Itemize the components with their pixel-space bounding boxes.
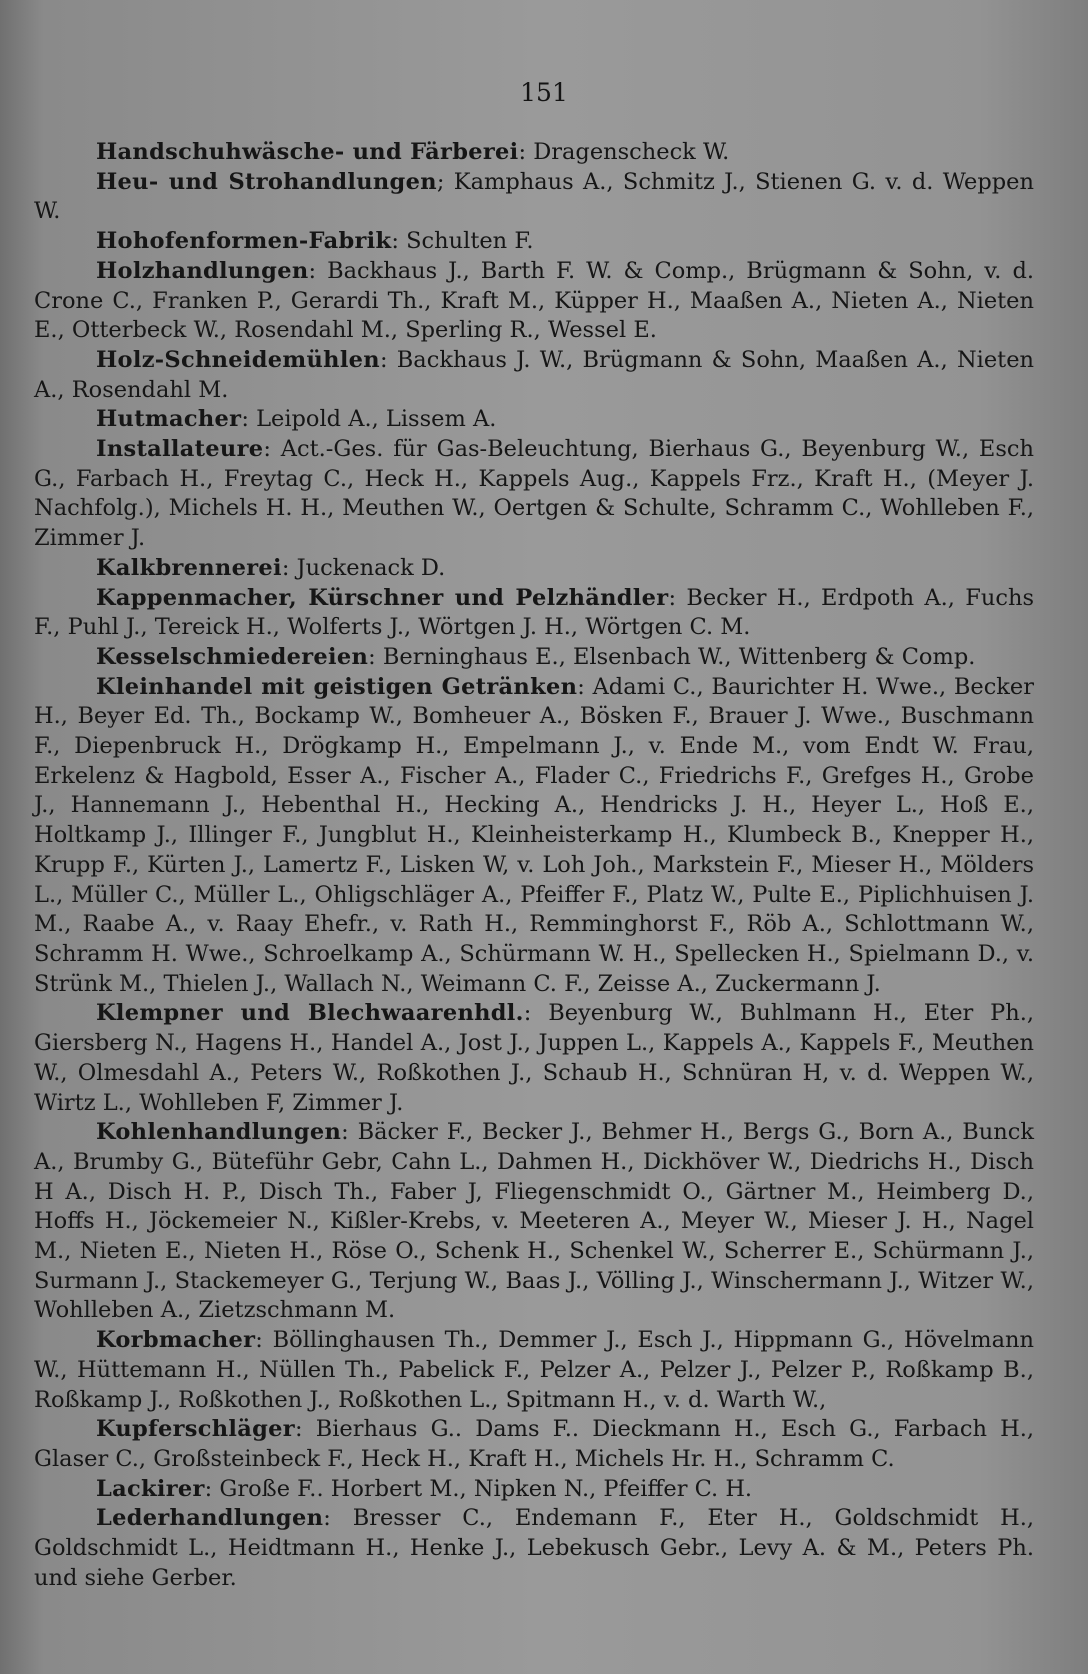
directory-entry [34, 643, 1034, 673]
trade-heading: Hutmacher [96, 406, 242, 433]
directory-entry [34, 999, 1034, 1118]
directory-entry [34, 168, 1034, 227]
directory-entry [34, 554, 1034, 584]
trade-heading: Korbmacher [96, 1327, 256, 1354]
trade-heading: Kappenmacher, Kürschner und Pelzhändler [96, 584, 669, 611]
separator: : [323, 1505, 353, 1532]
trade-heading: Klempner und Blechwaarenhdl. [96, 1000, 524, 1027]
directory-entry [34, 1326, 1034, 1415]
business-names: Bresser C., Endemann F., Eter H., Goldschmidt H., Goldschmidt L., Heidtmann H., Henke J., Lebekusch Gebr., Levy A. & M., Peters Ph. und siehe Gerber. [34, 1505, 1035, 1591]
trade-heading: Kleinhandel mit geistigen Getränken [96, 673, 578, 700]
directory-entry [34, 1504, 1034, 1593]
directory-entry [34, 435, 1034, 554]
directory-entry [34, 227, 1034, 257]
business-names: Becker H., Erdpoth A., Fuchs F., Puhl J., Tereick H., Wolferts J., Wörtgen J. H., Wörtgen C. M. [34, 584, 1034, 641]
directory-entry [34, 405, 1034, 435]
trade-heading: Kohlenhandlungen [96, 1119, 342, 1146]
business-names: Böllinghausen Th., Demmer J., Esch J., Hippmann G., Hövelmann W., Hüttemann H., Nüllen Th., Pabelick F., Pelzer A., Pelzer J., Pelzer P., Roßkamp B., Roßkamp J., Roßkothen J., Roßkothen L., Spitmann H., v. d. Warth W., [34, 1327, 1035, 1413]
directory-entry [34, 138, 1034, 168]
trade-heading: Kupferschläger [96, 1416, 295, 1443]
trade-heading: Lederhandlungen [96, 1505, 324, 1532]
separator: : [255, 1327, 273, 1354]
trade-heading: Kesselschmiedereien [96, 643, 369, 670]
directory-entry [34, 1475, 1034, 1505]
separator: : [204, 1475, 220, 1502]
directory-entry [34, 673, 1034, 1000]
directory-entry [34, 257, 1034, 346]
page-number: 151 [520, 78, 568, 107]
separator: : [341, 1119, 358, 1146]
business-names: Act.-Ges. für Gas-Beleuchtung, Bierhaus G., Beyenburg W., Esch G., Farbach H., Freytag C., Heck H., Kappels Aug., Kappels Frz., Kraft H., (Meyer J. Nachfolg.), Michels H. H., Meuthen W., Oertgen & Schulte, Schramm C., Wohlleben F., Zimmer J. [34, 436, 1034, 552]
business-names: Große F.. Horbert M., Nipken N., Pfeiffer C. H. [219, 1475, 753, 1502]
trade-heading: Heu- und Strohandlungen [96, 168, 437, 195]
directory-entry [34, 346, 1034, 405]
separator: : [518, 139, 534, 165]
business-names: Beyenburg W., Buhlmann H., Eter Ph., Giersberg N., Hagens H., Handel A., Jost J., Juppen L., Kappels A., Kappels F., Meuthen W., Olmesdahl A., Peters W., Roßkothen J., Schaub H., Schnüran H, v. d. Weppen W., Wirtz L., Wohlleben F, Zimmer J. [34, 1000, 1035, 1116]
business-names: Schulten F. [406, 228, 534, 255]
separator: : [391, 228, 407, 255]
separator: : [379, 346, 397, 373]
separator: : [241, 406, 257, 433]
separator: : [668, 584, 687, 611]
trade-directory-list [34, 138, 1034, 1593]
trade-heading: Kalkbrennerei [96, 554, 282, 581]
separator: : [308, 257, 328, 284]
business-names: Bierhaus G.. Dams F.. Dieckmann H., Esch G., Farbach H., Glaser C., Großsteinbeck F., Heck H., Kraft H., Michels Hr. H., Schramm C. [34, 1416, 1034, 1472]
business-names: Adami C., Baurichter H. Wwe., Becker H., Beyer Ed. Th., Bockamp W., Bomheuer A., Bösken F., Brauer J. Wwe., Buschmann F., Diepenbruck H., Drögkamp H., Empelmann J., v. Ende M., vom Endt W. Frau, Erkelenz & Hagbold, Esser A., Fischer A., Flader C., Friedrichs F., Grefges H., Grobe J., Hannemann J., Hebenthal H., Hecking A., Hendricks J. H., Heyer L., Hoß E., Holtkamp J., Illinger F., Jungblut H., Kleinheisterkamp H., Klumbeck B., Knepper H., Krupp F., Kürten J., Lamertz F., Lisken W, v. Loh Joh., Markstein F., Mieser H., Mölders L., Müller C., Müller L., Ohligschläger A., Pfeiffer F., Platz W., Pulte E., Piplichhuisen J. M., Raabe A., v. Raay Ehefr., v. Rath H., Remminghorst F., Röb A., Schlottmann W., Schramm H. Wwe., Schroelkamp A., Schürmann W. H., Spellecken H., Spielmann D., v. Strünk M., Thielen J., Wallach N., Weimann C. F., Zeisse A., Zuckermann J. [34, 673, 1034, 997]
business-names: Berninghaus E., Elsenbach W., Wittenberg & Comp. [382, 643, 976, 670]
business-names: Kamphaus A., Schmitz J., Stienen G. v. d. Weppen W. [34, 168, 1034, 225]
business-names: Backhaus J. W., Brügmann & Sohn, Maaßen A., Nieten A., Rosendahl M. [34, 346, 1034, 403]
separator: : [294, 1416, 316, 1443]
trade-heading: Hohofenformen-Fabrik [96, 228, 392, 255]
separator: : [523, 1000, 549, 1027]
trade-heading: Installateure [96, 436, 264, 463]
business-names: Juckenack D. [296, 554, 446, 581]
separator: : [577, 673, 593, 700]
separator: ; [436, 168, 454, 195]
trade-heading: Holzhandlungen [96, 257, 309, 284]
business-names: Bäcker F., Becker J., Behmer H., Bergs G., Born A., Bunck A., Brumby G., Büteführ Gebr, Cahn L., Dahmen H., Dickhöver W., Diedrichs H., Disch H A., Disch H. P., Disch Th., Faber J, Fliegenschmidt O., Gärtner M., Heimberg D., Hoffs H., Jöckemeier N., Kißler-Krebs, v. Meeteren A., Meyer W., Mieser J. H., Nagel M., Nieten E., Nieten H., Röse O., Schenk H., Schenkel W., Scherrer E., Schürmann J., Surmann J., Stackemeyer G., Terjung W., Baas J., Völling J., Winschermann J., Witzer W., Wohlleben A., Zietzschmann M. [34, 1119, 1034, 1324]
separator: : [281, 554, 297, 581]
directory-entry [34, 1118, 1034, 1326]
business-names: Leipold A., Lissem A. [256, 406, 497, 433]
directory-entry [34, 584, 1034, 643]
business-names: Backhaus J., Barth F. W. & Comp., Brügmann & Sohn, v. d. Crone C., Franken P., Gerardi Th., Kraft M., Küpper H., Maaßen A., Nieten A., Nieten E., Otterbeck W., Rosendahl M., Sperling R., Wessel E. [34, 257, 1034, 344]
trade-heading: Handschuhwäsche- und Färberei [96, 139, 519, 165]
separator: : [368, 643, 383, 670]
trade-heading: Holz-Schneidemühlen [96, 346, 380, 373]
business-names: Dragenscheck W. [533, 139, 730, 165]
separator: : [263, 436, 281, 463]
directory-entry [34, 1415, 1034, 1474]
trade-heading: Lackirer [96, 1475, 205, 1502]
